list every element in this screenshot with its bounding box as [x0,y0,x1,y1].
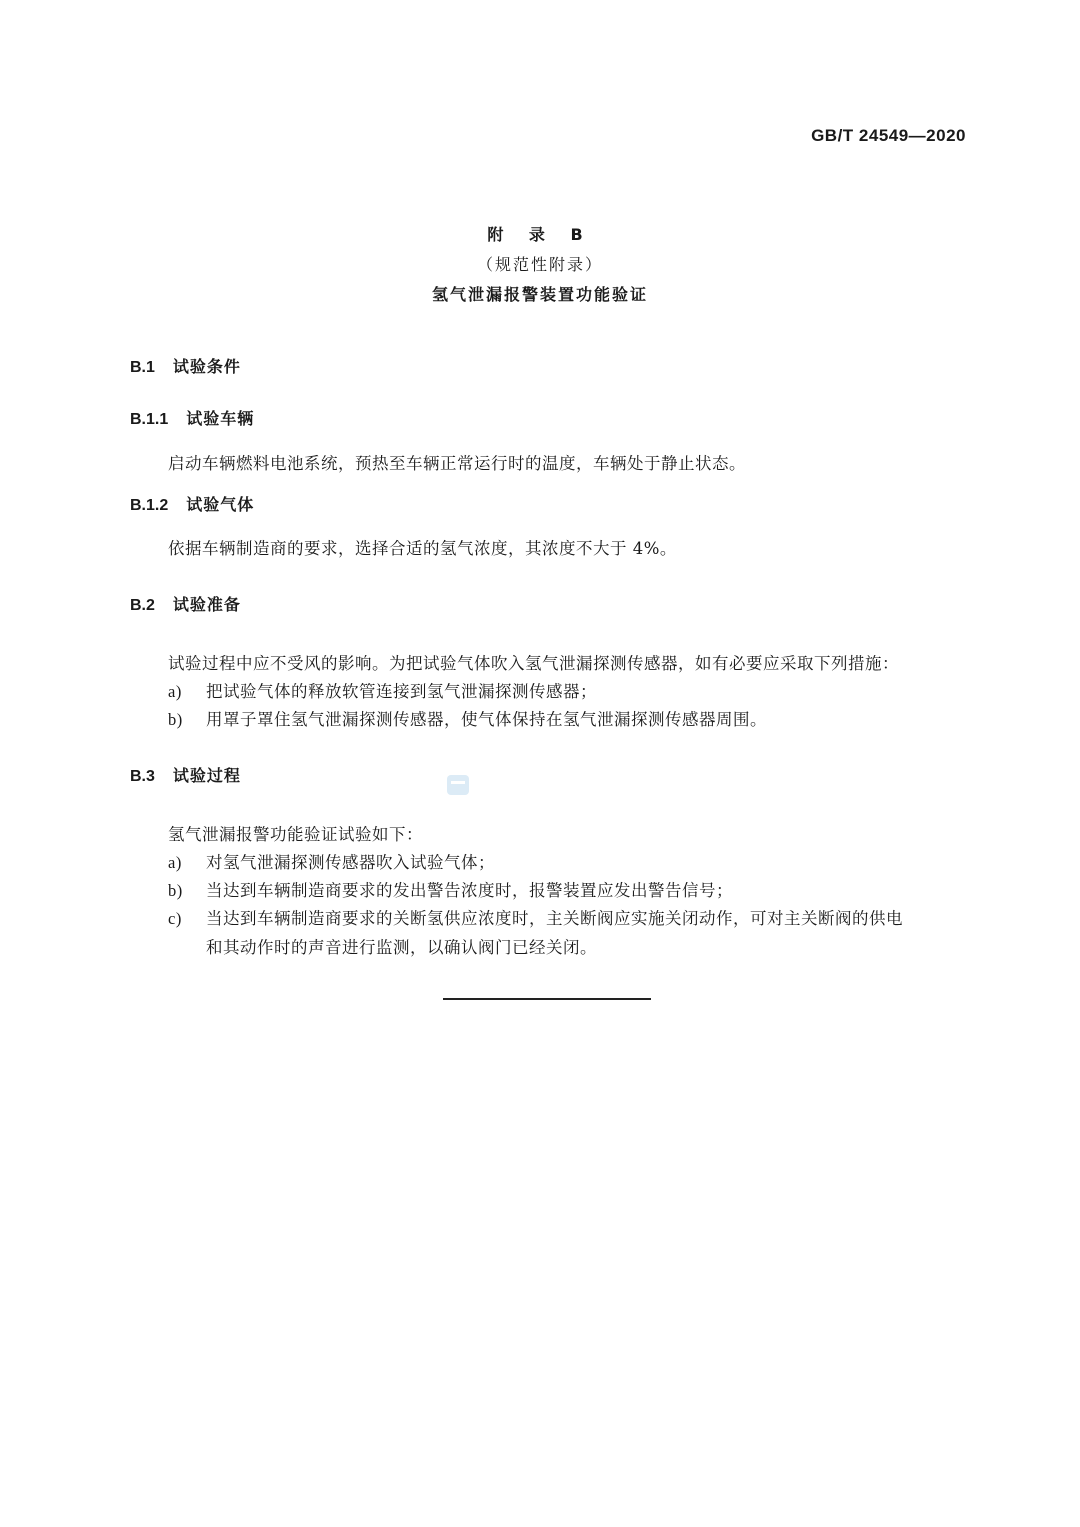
section-number: B.3 [130,768,155,785]
section-title: 试验条件 [172,357,241,376]
section-heading-b1 [130,354,241,377]
watermark-logo-icon [447,775,469,795]
list-item [168,877,733,901]
standard-number: GB/T 24549—2020 [811,126,966,145]
list-marker: a) [168,682,182,701]
list-item [168,905,903,929]
end-rule [443,998,651,1000]
list-item-text: 把试验气体的释放软管连接到氢气泄漏探测传感器； [206,682,597,701]
section-heading-b12 [130,492,254,515]
paragraph-b3: 氢气泄漏报警功能验证试验如下： [168,825,423,844]
list-item-text: 当达到车辆制造商要求的关断氢供应浓度时，主关断阀应实施关闭动作，可对主关断阀的供电 [206,909,903,928]
paragraph-b11: 启动车辆燃料电池系统，预热至车辆正常运行时的温度，车辆处于静止状态。 [168,454,746,473]
list-item-text: 当达到车辆制造商要求的发出警告浓度时，报警装置应发出警告信号； [206,881,733,900]
section-number: B.1 [130,359,155,376]
list-item [168,706,767,730]
list-item [168,678,597,702]
appendix-label: 附 录 B [487,225,593,244]
section-number: B.1.1 [130,411,169,428]
list-marker: b) [168,881,183,900]
list-item-text: 用罩子罩住氢气泄漏探测传感器，使气体保持在氢气泄漏探测传感器周围。 [206,710,767,729]
list-item [168,849,495,873]
list-item-continuation: 和其动作时的声音进行监测，以确认阀门已经关闭。 [206,938,597,957]
section-title: 试验车辆 [186,409,255,428]
section-heading-b3 [130,763,241,786]
list-marker: b) [168,710,183,729]
section-title: 试验准备 [172,595,241,614]
section-title: 试验过程 [172,766,241,785]
section-heading-b11 [130,406,254,429]
section-heading-b2 [130,592,241,615]
appendix-title: 氢气泄漏报警装置功能验证 [431,285,648,304]
list-marker: a) [168,853,182,872]
section-number: B.1.2 [130,497,169,514]
section-number: B.2 [130,597,155,614]
list-item-text: 对氢气泄漏探测传感器吹入试验气体； [206,853,495,872]
paragraph-b12: 依据车辆制造商的要求，选择合适的氢气浓度，其浓度不大于 4%。 [168,539,677,558]
paragraph-b2: 试验过程中应不受风的影响。为把试验气体吹入氢气泄漏探测传感器，如有必要应采取下列措施： [168,654,899,673]
section-title: 试验气体 [186,495,255,514]
appendix-nature: （规范性附录） [476,255,603,274]
list-marker: c) [168,909,182,928]
